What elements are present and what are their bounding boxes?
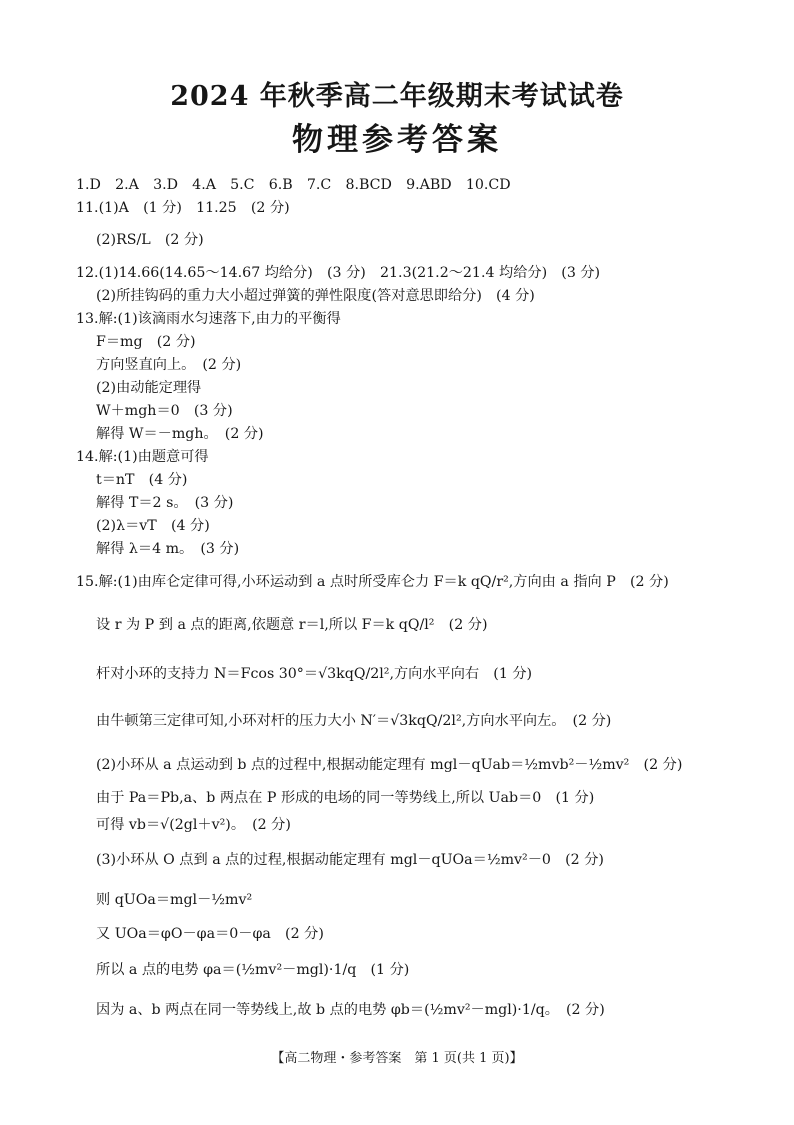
answer-line: 方向竖直向上。 (2 分) (96, 357, 242, 373)
answer-line: 杆对小环的支持力 N＝Fcos 30°＝√3kqQ/2l²,方向水平向右 (1 分) (96, 666, 533, 682)
answer-line: 11.(1)A (1 分) 11.25 (2 分) (76, 200, 290, 216)
answer-line: (2)RS/L (2 分) (96, 232, 204, 248)
answer-line: F＝mg (2 分) (96, 334, 196, 350)
answer-line: 又 UOa＝φO－φa＝0－φa (2 分) (96, 926, 324, 942)
page-title: 物理参考答案 (292, 122, 502, 158)
answer-line: (2)由动能定理得 (96, 380, 202, 396)
answer-line: (3)小环从 O 点到 a 点的过程,根据动能定理有 mgl－qUOa＝½mv²－0 (2 分) (96, 852, 604, 868)
answer-line: 13.解:(1)该滴雨水匀速落下,由力的平衡得 (76, 311, 341, 327)
answer-line: 12.(1)14.66(14.65～14.67 均给分) (3 分) 21.3(21.2～21.4 均给分) (3 分) (76, 265, 601, 281)
answer-line: 所以 a 点的电势 φa＝(½mv²－mgl)·1/q (1 分) (96, 962, 410, 978)
answer-line: (2)λ＝vT (4 分) (96, 518, 210, 534)
answer-line: (2)所挂钩码的重力大小超过弹簧的弹性限度(答对意思即给分) (4 分) (96, 288, 535, 304)
answer-line: 则 qUOa＝mgl－½mv² (96, 892, 253, 908)
answer-line: 1.D 2.A 3.D 4.A 5.C 6.B 7.C 8.BCD 9.ABD 10.CD (76, 177, 511, 193)
answer-line: 由于 Pa＝Pb,a、b 两点在 P 形成的电场的同一等势线上,所以 Uab＝0 (1 分) (96, 790, 595, 806)
answer-line: 解得 λ＝4 m。 (3 分) (96, 541, 240, 557)
page-footer: 【高二物理・参考答案 第 1 页(共 1 页)】 (271, 1051, 523, 1066)
answer-line: (2)小环从 a 点运动到 b 点的过程中,根据动能定理有 mgl－qUab＝½mvb²－½mv² (2 分) (96, 757, 683, 773)
answer-line: 因为 a、b 两点在同一等势线上,故 b 点的电势 φb＝(½mv²－mgl)·1/q。 (2 分) (96, 1002, 605, 1018)
answer-line: 解得 W＝－mgh。 (2 分) (96, 426, 264, 442)
exam-title: 2024 年秋季高二年级期末考试试卷 (170, 81, 624, 112)
answer-line: 设 r 为 P 到 a 点的距离,依题意 r＝l,所以 F＝k qQ/l² (2 分) (96, 617, 488, 633)
answer-line: 解得 T＝2 s。 (3 分) (96, 495, 234, 511)
answer-line: 由牛顿第三定律可知,小环对杆的压力大小 N′＝√3kqQ/2l²,方向水平向左。 (2 分) (96, 713, 612, 729)
answer-line: t＝nT (4 分) (96, 472, 188, 488)
answer-line: 14.解:(1)由题意可得 (76, 449, 209, 465)
answer-line: 15.解:(1)由库仑定律可得,小环运动到 a 点时所受库仑力 F＝k qQ/r²,方向由 a 指向 P (2 分) (76, 574, 669, 590)
answer-line: 可得 vb＝√(2gl＋v²)。 (2 分) (96, 817, 291, 833)
answer-line: W＋mgh＝0 (3 分) (96, 403, 233, 419)
